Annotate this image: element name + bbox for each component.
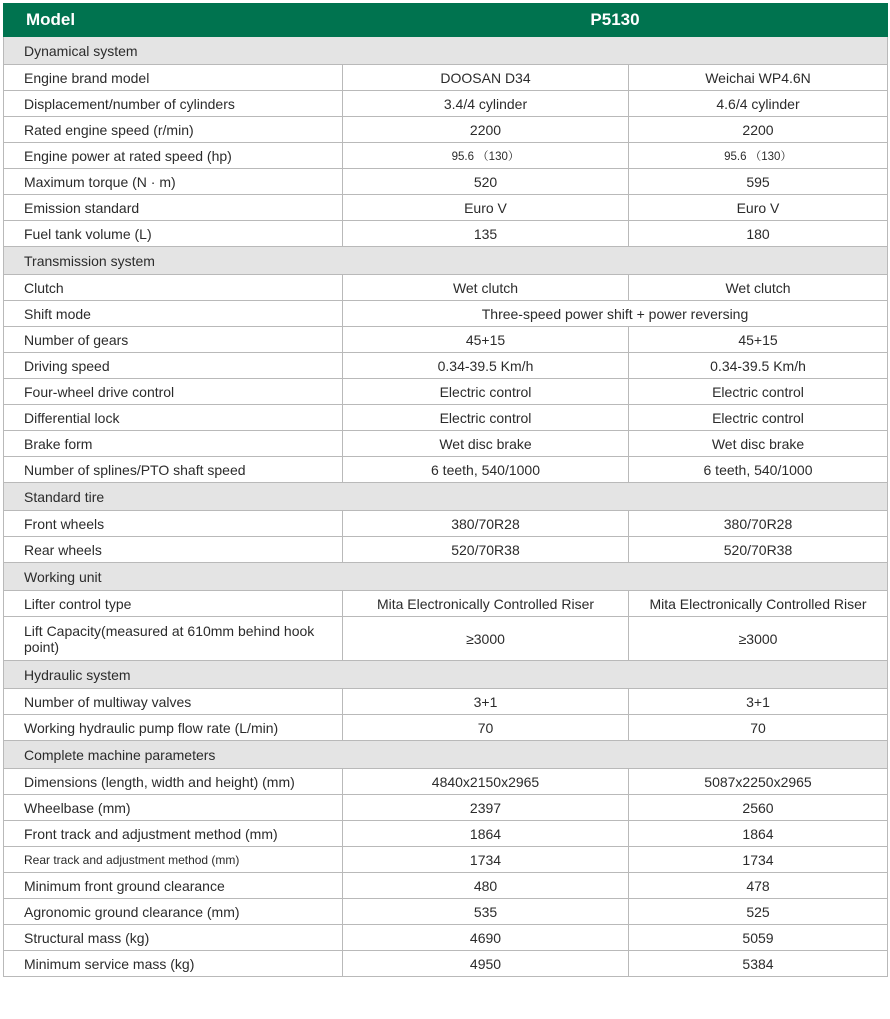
value-engine-b: 5087x2250x2965 (629, 769, 888, 795)
value-engine-a: Euro V (343, 195, 629, 221)
row-label: Lift Capacity(measured at 610mm behind hook point) (4, 617, 343, 661)
value-engine-a: ≥3000 (343, 617, 629, 661)
row-label: Driving speed (4, 353, 343, 379)
table-row (4, 91, 888, 117)
value-text: 95.6 （130） (724, 151, 792, 163)
value-merged: Three-speed power shift + power reversing (343, 301, 888, 327)
value-engine-b: Euro V (629, 195, 888, 221)
section-row (4, 661, 888, 689)
value-engine-a: Electric control (343, 405, 629, 431)
row-label: Rated engine speed (r/min) (4, 117, 343, 143)
table-row (4, 169, 888, 195)
row-label: Brake form (4, 431, 343, 457)
value-engine-b: Wet clutch (629, 275, 888, 301)
value-engine-a: 535 (343, 899, 629, 925)
section-title: Complete machine parameters (4, 741, 888, 769)
table-row (4, 925, 888, 951)
row-label: Engine power at rated speed (hp) (4, 143, 343, 169)
table-row (4, 353, 888, 379)
value-engine-a: 3+1 (343, 689, 629, 715)
row-label: Differential lock (4, 405, 343, 431)
table-row (4, 689, 888, 715)
value-engine-a: 4690 (343, 925, 629, 951)
row-label: Maximum torque (N · m) (4, 169, 343, 195)
value-engine-a: 6 teeth, 540/1000 (343, 457, 629, 483)
table-row (4, 899, 888, 925)
value-engine-b: 5384 (629, 951, 888, 977)
row-label: Structural mass (kg) (4, 925, 343, 951)
row-label: Minimum front ground clearance (4, 873, 343, 899)
model-label: Model (4, 4, 343, 37)
value-engine-b: Electric control (629, 405, 888, 431)
value-engine-b: Wet disc brake (629, 431, 888, 457)
row-label: Rear wheels (4, 537, 343, 563)
section-row (4, 563, 888, 591)
value-engine-a: 135 (343, 221, 629, 247)
row-label: Shift mode (4, 301, 343, 327)
value-engine-b: 380/70R28 (629, 511, 888, 537)
value-engine-a: Mita Electronically Controlled Riser (343, 591, 629, 617)
value-engine-a: 520 (343, 169, 629, 195)
row-label: Dimensions (length, width and height) (mm) (4, 769, 343, 795)
table-row (4, 617, 888, 661)
row-label: Rear track and adjustment method (mm) (4, 847, 343, 873)
value-engine-a: 4840x2150x2965 (343, 769, 629, 795)
row-label: Wheelbase (mm) (4, 795, 343, 821)
table-row (4, 379, 888, 405)
table-row (4, 873, 888, 899)
value-engine-b: 595 (629, 169, 888, 195)
value-engine-b: Weichai WP4.6N (629, 65, 888, 91)
row-label: Number of splines/PTO shaft speed (4, 457, 343, 483)
row-label: Fuel tank volume (L) (4, 221, 343, 247)
value-engine-b: ≥3000 (629, 617, 888, 661)
value-engine-b: 2200 (629, 117, 888, 143)
value-engine-a: 3.4/4 cylinder (343, 91, 629, 117)
row-label: Agronomic ground clearance (mm) (4, 899, 343, 925)
table-header-row (4, 4, 888, 37)
spec-table (3, 3, 888, 977)
table-row (4, 795, 888, 821)
row-label: Displacement/number of cylinders (4, 91, 343, 117)
value-engine-b: 525 (629, 899, 888, 925)
table-row (4, 821, 888, 847)
table-row (4, 327, 888, 353)
value-engine-b: 2560 (629, 795, 888, 821)
row-label: Number of gears (4, 327, 343, 353)
row-label: Four-wheel drive control (4, 379, 343, 405)
value-engine-b: 180 (629, 221, 888, 247)
section-row (4, 37, 888, 65)
value-engine-b: 520/70R38 (629, 537, 888, 563)
value-engine-a: 4950 (343, 951, 629, 977)
table-row (4, 117, 888, 143)
section-title: Working unit (4, 563, 888, 591)
table-row (4, 457, 888, 483)
value-engine-b (629, 143, 888, 169)
section-title: Transmission system (4, 247, 888, 275)
table-row (4, 221, 888, 247)
section-row (4, 247, 888, 275)
value-engine-a: 1864 (343, 821, 629, 847)
value-engine-a: 70 (343, 715, 629, 741)
value-engine-a: 480 (343, 873, 629, 899)
value-engine-b: 3+1 (629, 689, 888, 715)
value-engine-b: 0.34-39.5 Km/h (629, 353, 888, 379)
value-engine-b: 45+15 (629, 327, 888, 353)
value-engine-a: 1734 (343, 847, 629, 873)
table-row (4, 195, 888, 221)
table-row (4, 275, 888, 301)
value-engine-b: Mita Electronically Controlled Riser (629, 591, 888, 617)
section-title: Dynamical system (4, 37, 888, 65)
value-engine-a (343, 143, 629, 169)
value-engine-b: 70 (629, 715, 888, 741)
section-row (4, 741, 888, 769)
value-engine-b: 4.6/4 cylinder (629, 91, 888, 117)
row-label: Front wheels (4, 511, 343, 537)
value-engine-a: Wet clutch (343, 275, 629, 301)
value-engine-a: 0.34-39.5 Km/h (343, 353, 629, 379)
table-row (4, 143, 888, 169)
table-row (4, 511, 888, 537)
section-title: Hydraulic system (4, 661, 888, 689)
table-row (4, 769, 888, 795)
value-engine-a: 2200 (343, 117, 629, 143)
value-engine-b: 5059 (629, 925, 888, 951)
row-label: Engine brand model (4, 65, 343, 91)
table-row (4, 301, 888, 327)
row-label: Number of multiway valves (4, 689, 343, 715)
row-label: Minimum service mass (kg) (4, 951, 343, 977)
value-engine-b: 1864 (629, 821, 888, 847)
value-engine-a: DOOSAN D34 (343, 65, 629, 91)
table-row (4, 431, 888, 457)
value-engine-a: 520/70R38 (343, 537, 629, 563)
row-label: Lifter control type (4, 591, 343, 617)
value-engine-b: 478 (629, 873, 888, 899)
table-row (4, 591, 888, 617)
row-label: Clutch (4, 275, 343, 301)
model-name: P5130 (343, 4, 888, 37)
value-engine-b: Electric control (629, 379, 888, 405)
value-engine-a: 45+15 (343, 327, 629, 353)
row-label: Front track and adjustment method (mm) (4, 821, 343, 847)
row-label: Working hydraulic pump flow rate (L/min) (4, 715, 343, 741)
row-label: Emission standard (4, 195, 343, 221)
section-row (4, 483, 888, 511)
value-engine-b: 6 teeth, 540/1000 (629, 457, 888, 483)
value-engine-a: Wet disc brake (343, 431, 629, 457)
table-row (4, 951, 888, 977)
value-engine-a: 380/70R28 (343, 511, 629, 537)
value-engine-b: 1734 (629, 847, 888, 873)
table-row (4, 715, 888, 741)
value-engine-a: 2397 (343, 795, 629, 821)
value-engine-a: Electric control (343, 379, 629, 405)
table-row (4, 537, 888, 563)
table-row (4, 405, 888, 431)
value-text: 95.6 （130） (451, 151, 520, 163)
section-title: Standard tire (4, 483, 888, 511)
table-row (4, 65, 888, 91)
table-row (4, 847, 888, 873)
